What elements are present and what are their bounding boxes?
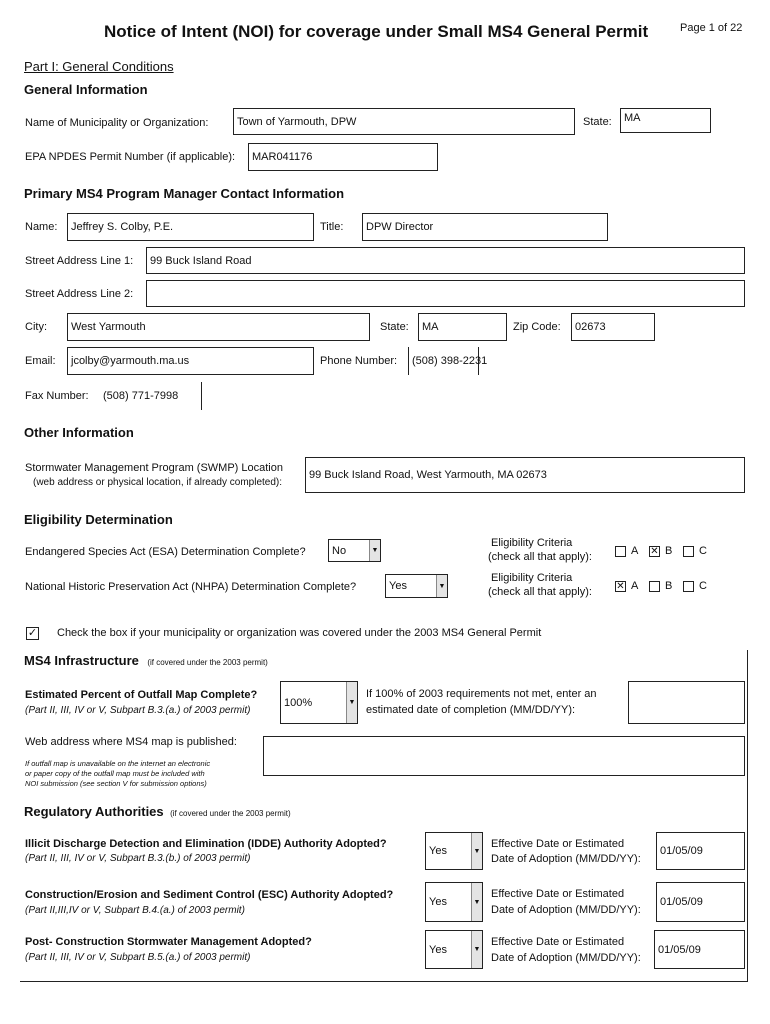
chevron-down-icon: ▼ [346, 682, 357, 723]
nhpa-checkbox-c[interactable] [683, 581, 694, 592]
fax-label: Fax Number: [25, 390, 89, 402]
contact-heading: Primary MS4 Program Manager Contact Information [24, 186, 345, 201]
completion-date-field[interactable] [628, 681, 745, 724]
infrastructure-heading: MS4 Infrastructure [24, 653, 139, 668]
chevron-down-icon: ▼ [471, 833, 482, 869]
chevron-down-icon: ▼ [471, 931, 482, 968]
npdes-label: EPA NPDES Permit Number (if applicable): [25, 151, 236, 163]
zip-field[interactable]: 02673 [571, 313, 655, 341]
idde-sub: (Part II, III, IV or V, Subpart B.3.(b.) of 2003 permit) [25, 853, 251, 864]
esc-sub: (Part II,III,IV or V, Subpart B.4.(a.) of 2003 permit) [25, 905, 245, 916]
phone-label: Phone Number: [320, 355, 398, 367]
swmp-label-2: (web address or physical location, if already completed): [33, 477, 283, 488]
page-label: Page 1 of 22 [680, 22, 743, 34]
chevron-down-icon: ▼ [369, 540, 380, 561]
state-label: State: [583, 116, 612, 128]
esa-checkbox-c[interactable] [683, 546, 694, 557]
esc-date-field[interactable]: 01/05/09 [656, 882, 745, 922]
web-address-field[interactable] [263, 736, 745, 776]
outfall-sub: (Part II, III, IV or V, Subpart B.3.(a.) of 2003 permit) [25, 705, 251, 716]
outfall-label: Estimated Percent of Outfall Map Complete? [25, 689, 258, 701]
city-label: City: [25, 321, 47, 333]
swmp-field[interactable]: 99 Buck Island Road, West Yarmouth, MA 02673 [305, 457, 745, 493]
post-eff-label-2: Date of Adoption (MM/DD/YY): [491, 952, 641, 964]
post-construction-value: Yes [429, 943, 447, 956]
post-construction-title: Post- Construction Stormwater Management Adopted? [25, 936, 312, 948]
contact-state-field[interactable]: MA [418, 313, 507, 341]
esa-opt-c-label: C [699, 545, 707, 557]
nhpa-value: Yes [389, 580, 407, 592]
nhpa-opt-a-label: A [631, 580, 639, 592]
esa-opt-b-label: B [665, 545, 673, 557]
state-field[interactable]: MA [620, 108, 711, 133]
not-met-label-2: estimated date of completion (MM/DD/YY): [366, 704, 576, 716]
street1-field[interactable]: 99 Buck Island Road [146, 247, 745, 274]
outfall-select[interactable] [280, 681, 358, 724]
idde-eff-label-1: Effective Date or Estimated [491, 838, 625, 850]
esc-title: Construction/Erosion and Sediment Control (ESC) Authority Adopted? [25, 889, 394, 901]
esa-value: No [332, 544, 347, 557]
esa-select[interactable] [328, 539, 381, 562]
infrastructure-title [24, 652, 268, 670]
esa-opt-a-label: A [631, 545, 639, 557]
criteria-label-2b: (check all that apply): [488, 586, 592, 598]
fax-field[interactable]: (508) 771-7998 [100, 382, 202, 410]
nhpa-opt-c-label: C [699, 580, 707, 592]
regulatory-note: (if covered under the 2003 permit) [170, 809, 291, 818]
city-field[interactable]: West Yarmouth [67, 313, 370, 341]
criteria-label-1b: Eligibility Criteria [491, 572, 573, 584]
form-title: Notice of Intent (NOI) for coverage under Small MS4 General Permit [104, 22, 649, 41]
web-label: Web address where MS4 map is published: [25, 736, 237, 748]
idde-value: Yes [429, 845, 447, 857]
muni-label: Name of Municipality or Organization: [25, 117, 209, 129]
post-construction-sub: (Part II, III, IV or V, Subpart B.5.(a.) of 2003 permit) [25, 952, 251, 963]
post-construction-select[interactable] [425, 930, 483, 969]
coverage-label: Check the box if your municipality or organization was covered under the 2003 MS4 General Permit [57, 627, 542, 639]
coverage-checkbox[interactable]: ✓ [27, 627, 38, 639]
phone-field[interactable]: (508) 398-2231 [408, 347, 479, 375]
regulatory-title [24, 803, 291, 821]
swmp-label-1: Stormwater Management Program (SWMP) Location [25, 462, 283, 474]
post-eff-label-1: Effective Date or Estimated [491, 936, 625, 948]
idde-date-field[interactable]: 01/05/09 [656, 832, 745, 870]
zip-label: Zip Code: [513, 321, 561, 333]
name-field[interactable]: Jeffrey S. Colby, P.E. [67, 213, 314, 241]
part-title: Part I: General Conditions [24, 59, 174, 74]
nhpa-checkbox-a[interactable]: ✕ [616, 581, 625, 592]
name-label: Name: [25, 221, 58, 233]
general-heading: General Information [24, 82, 148, 97]
esa-checkbox-a[interactable] [615, 546, 626, 557]
email-label: Email: [25, 355, 56, 367]
contact-state-label: State: [380, 321, 409, 333]
criteria-label-1: Eligibility Criteria [491, 537, 573, 549]
esa-checkbox-b[interactable]: ✕ [650, 546, 659, 557]
criteria-label-2: (check all that apply): [488, 551, 592, 563]
idde-select[interactable] [425, 832, 483, 870]
post-construction-date-field[interactable]: 01/05/09 [654, 930, 745, 969]
esc-eff-label-2: Date of Adoption (MM/DD/YY): [491, 904, 641, 916]
regulatory-heading: Regulatory Authorities [24, 804, 164, 819]
eligibility-heading: Eligibility Determination [24, 512, 173, 527]
title-label: Title: [320, 221, 344, 233]
not-met-label-1: If 100% of 2003 requirements not met, enter an [366, 688, 597, 700]
outfall-value: 100% [284, 696, 313, 709]
muni-field[interactable]: Town of Yarmouth, DPW [233, 108, 575, 135]
web-note-1: If outfall map is unavailable on the internet an electronic [25, 759, 211, 768]
esa-label: Endangered Species Act (ESA) Determination Complete? [25, 546, 306, 558]
street1-label: Street Address Line 1: [25, 255, 134, 267]
idde-eff-label-2: Date of Adoption (MM/DD/YY): [491, 853, 641, 865]
web-note-2: or paper copy of the outfall map must be included with [25, 769, 205, 778]
other-heading: Other Information [24, 425, 134, 440]
esc-value: Yes [429, 896, 447, 908]
nhpa-select[interactable] [385, 574, 448, 598]
web-note-3: NOI submission (see section V for submission options) [25, 779, 207, 788]
nhpa-opt-b-label: B [665, 580, 673, 592]
infrastructure-note: (if covered under the 2003 permit) [147, 658, 268, 667]
esc-eff-label-1: Effective Date or Estimated [491, 888, 625, 900]
chevron-down-icon: ▼ [471, 883, 482, 921]
esc-select[interactable] [425, 882, 483, 922]
idde-title: Illicit Discharge Detection and Elimination (IDDE) Authority Adopted? [25, 838, 387, 850]
chevron-down-icon: ▼ [436, 575, 447, 597]
npdes-field[interactable]: MAR041176 [248, 143, 438, 171]
title-field[interactable]: DPW Director [362, 213, 608, 241]
street2-label: Street Address Line 2: [25, 288, 134, 300]
street2-field[interactable] [146, 280, 745, 307]
nhpa-checkbox-b[interactable] [649, 581, 660, 592]
email-field[interactable]: jcolby@yarmouth.ma.us [67, 347, 314, 375]
nhpa-label: National Historic Preservation Act (NHPA) Determination Complete? [25, 581, 357, 593]
